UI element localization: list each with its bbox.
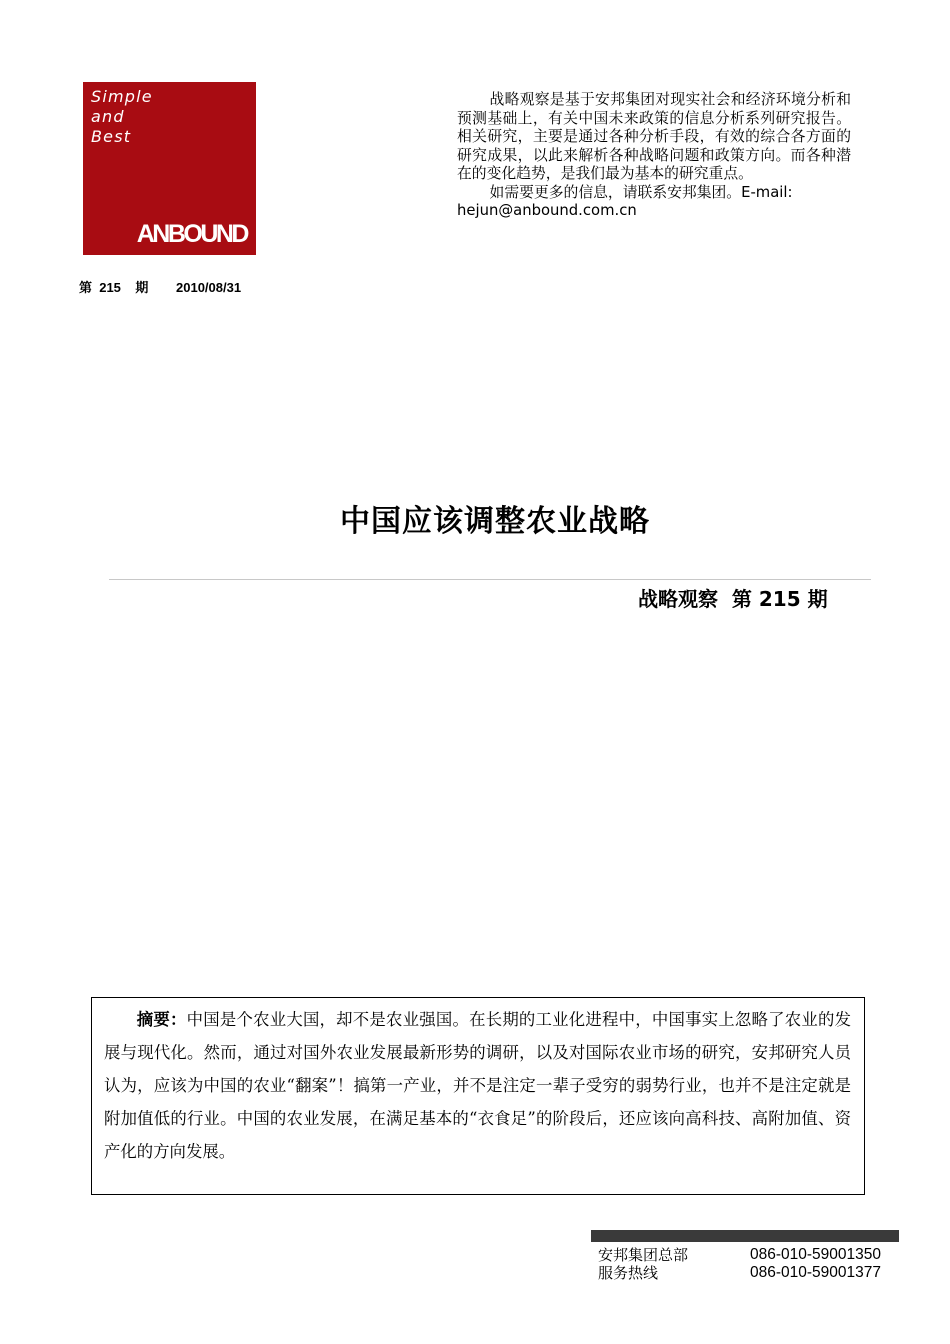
issue-number: 第 215 期	[79, 280, 149, 295]
intro-email[interactable]: hejun@anbound.com.cn	[457, 202, 637, 219]
intro-text	[457, 91, 851, 221]
issue-date: 2010/08/31	[176, 280, 242, 295]
intro-contact: 如需要更多的信息，请联系安邦集团。E-mail:	[489, 183, 793, 201]
logo-tagline-line: Simple	[91, 87, 153, 106]
abstract-paragraph	[104, 1003, 851, 1168]
abstract-text: 中国是个农业大国，却不是农业强国。在长期的工业化进程中，中国事实上忽略了农业的发展与现代化。然而，通过对国外农业发展最新形势的调研，以及对国际农业市场的研究，安邦研究人员认为，应该为中国的农业“翻案”！搞第一产业，并不是注定一辈子受穷的弱势行业，也并不是注定就是附加值低的行业。中国的农业发展，在满足基本的“衣食足”的阶段后，还应该向高科技、高附加值、资产化的方向发展。	[104, 1010, 851, 1161]
footer-bar	[591, 1230, 899, 1242]
title-divider	[109, 579, 871, 580]
document-title: 中国应该调整农业战略	[340, 504, 650, 539]
anbound-logo	[83, 82, 256, 255]
series-label: 战略观察 第 215 期	[638, 587, 828, 611]
abstract-label: 摘要：	[136, 1010, 187, 1029]
intro-paragraph: 战略观察是基于安邦集团对现实社会和经济环境分析和预测基础上，有关中国未来政策的信息分析系列研究报告。相关研究，主要是通过各种分析手段，有效的综合各方面的研究成果，以此来解析各种战略问题和政策方向。而各种潜在的变化趋势，是我们最为基本的研究重点。	[457, 91, 851, 182]
footer-label-hq: 安邦集团总部	[598, 1246, 689, 1264]
footer-phone-hotline: 086-010-59001377	[750, 1264, 882, 1281]
footer-label-hotline: 服务热线	[598, 1264, 659, 1282]
logo-tagline-line: and	[91, 107, 125, 126]
abstract-box	[91, 997, 865, 1195]
footer-phones	[750, 1246, 881, 1282]
footer-phone-hq: 086-010-59001350	[750, 1246, 882, 1263]
logo-tagline	[91, 87, 153, 147]
logo-tagline-line: Best	[91, 127, 132, 146]
footer-labels	[598, 1246, 688, 1282]
issue-info	[79, 277, 241, 296]
logo-brand: ANBOUND	[136, 220, 247, 248]
